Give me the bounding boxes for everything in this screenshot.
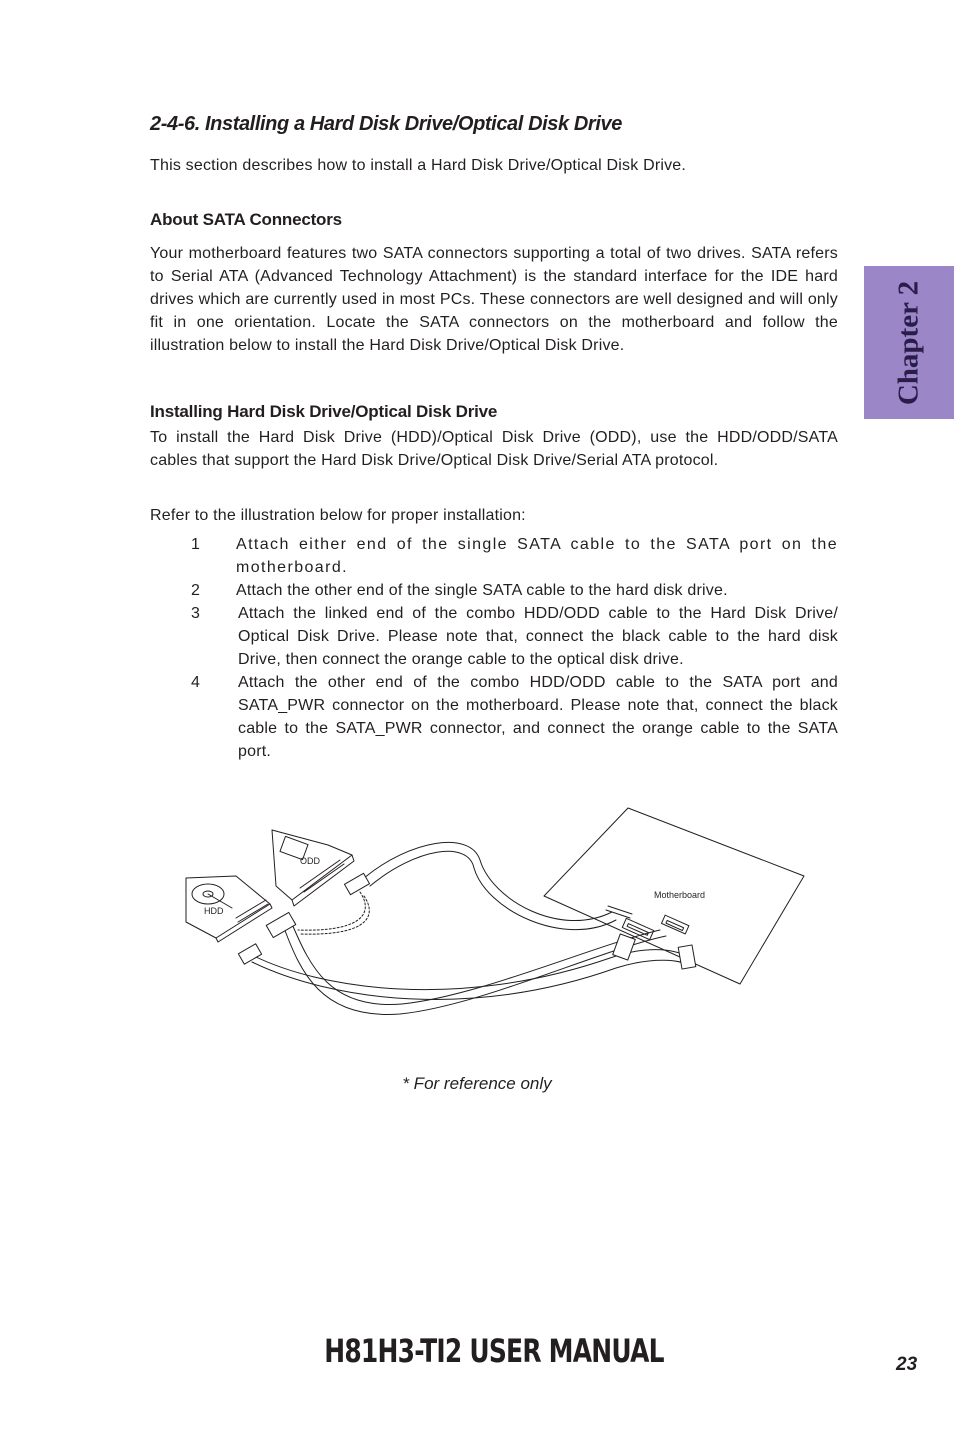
about-sata-heading: About SATA Connectors <box>150 210 342 229</box>
about-sata-body: Your motherboard features two SATA connectors supporting a total of two drives. SATA refers to Serial ATA (Advanced Technology Attachment) is the standard interface for the IDE hard drives which are currently used in most PCs. These connectors are well designed and will only fit in one orientation. Locate the SATA connectors on the motherboard and follow the illustration below to install the Hard Disk Drive/Optical Disk Drive. <box>150 245 838 354</box>
step-4 <box>150 671 838 763</box>
section-intro: This section describes how to install a Hard Disk Drive/Optical Disk Drive. <box>150 157 687 174</box>
sata-installation-illustration <box>180 800 810 1030</box>
step-3 <box>150 602 838 671</box>
hdd-label: HDD <box>204 906 224 916</box>
step-number: 3 <box>191 605 201 622</box>
installing-body: To install the Hard Disk Drive (HDD)/Optical Disk Drive (ODD), use the HDD/ODD/SATA cables that support the Hard Disk Drive/Optical Disk Drive/Serial ATA protocol. <box>150 429 838 469</box>
odd-label: ODD <box>300 856 320 866</box>
refer-text: Refer to the illustration below for proper installation: <box>150 507 526 524</box>
page-number: 23 <box>896 1354 918 1375</box>
hdd-drawing <box>186 876 272 942</box>
motherboard-label: Motherboard <box>654 890 706 900</box>
step-text: Attach either end of the single SATA cable to the SATA port on the motherboard. <box>236 536 838 576</box>
manual-title: H81H3-TI2 USER MANUAL <box>324 1332 664 1370</box>
step-text: Attach the other end of the combo HDD/ODD cable to the SATA port and SATA_PWR connector on the motherboard. Please note that, connect the black cable to the SATA_PWR connector, and connect the orange cable to the SATA port. <box>238 674 838 760</box>
installation-steps <box>150 533 838 763</box>
step-number: 4 <box>191 674 201 691</box>
step-text: Attach the other end of the single SATA cable to the hard disk drive. <box>236 582 728 599</box>
figure-caption: * For reference only <box>402 1074 552 1093</box>
step-1 <box>150 533 838 579</box>
chapter-tab-label: Chapter 2 <box>892 280 925 405</box>
odd-drawing <box>272 830 354 906</box>
section-title: 2-4-6. Installing a Hard Disk Drive/Optical Disk Drive <box>150 113 622 135</box>
step-text: Attach the linked end of the combo HDD/ODD cable to the Hard Disk Drive/ Optical Disk Drive. Please note that, connect the black cable to the hard disk Drive, then connect the orange cable to the optical disk drive. <box>238 605 838 668</box>
step-number: 1 <box>191 536 201 553</box>
step-2 <box>150 579 838 602</box>
step-number: 2 <box>191 582 201 599</box>
chapter-tab <box>864 266 954 419</box>
installing-heading: Installing Hard Disk Drive/Optical Disk Drive <box>150 402 498 421</box>
